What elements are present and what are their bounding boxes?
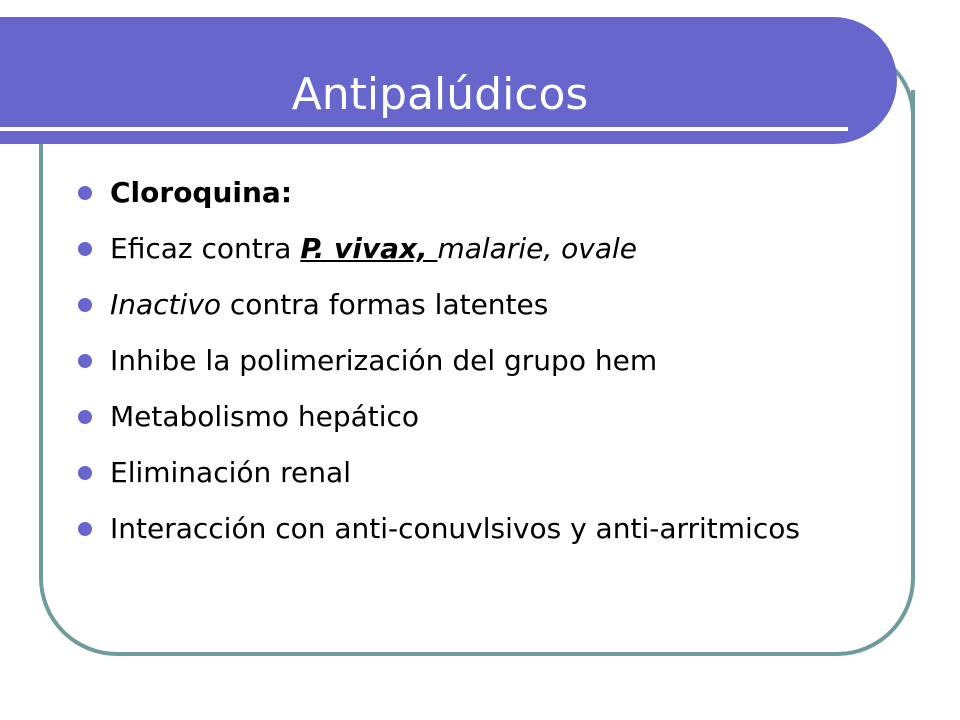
bullet-emphasis: Inactivo (110, 288, 222, 321)
bullet-dot (78, 298, 92, 312)
species-names: malarie, ovale (437, 232, 638, 265)
bullet-text: contra formas latentes (221, 288, 549, 321)
bullet-text: Inhibe la polimerización del grupo hem (110, 344, 658, 377)
species-name: P. vivax, (300, 232, 438, 265)
bullet-dot (78, 186, 92, 200)
bullet-item (72, 288, 872, 322)
bullet-dot (78, 242, 92, 256)
slide-title: Antipalúdicos (291, 69, 589, 121)
bullet-dot (78, 354, 92, 368)
title-underline (0, 127, 848, 131)
bullet-item (72, 456, 872, 490)
bullet-text: Interacción con anti-conuvlsivos y anti-arritmicos (110, 512, 800, 545)
bullet-item (72, 232, 872, 266)
bullet-item (72, 400, 872, 434)
bullet-text: Cloroquina: (110, 176, 293, 209)
bullet-dot (78, 466, 92, 480)
bullet-dot (78, 522, 92, 536)
bullet-text: Eliminación renal (110, 456, 351, 489)
bullet-item (72, 344, 872, 378)
bullet-list (72, 176, 872, 546)
bullet-dot (78, 410, 92, 424)
bullet-item (72, 176, 872, 210)
bullet-item (72, 512, 872, 546)
bullet-text: Metabolismo hepático (110, 400, 420, 433)
bullet-text: Eficaz contra (110, 232, 301, 265)
